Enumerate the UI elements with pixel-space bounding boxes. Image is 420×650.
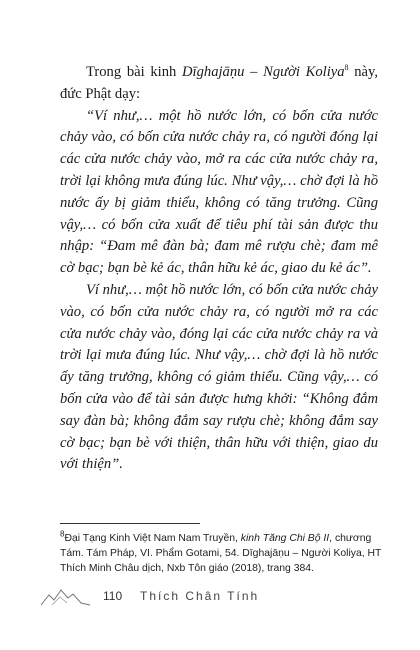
- intro-after: này, đức Phật dạy:: [60, 64, 379, 102]
- page-number: 110: [103, 589, 123, 603]
- footnote-text-after: , chương Tám. Tám Pháp, VI. Phẩm Gotami, 54. Dīghajāṇu – Người Koliya, HT Thích Minh Châu dịch, Nxb Tôn giáo (2018), trang 384.: [60, 533, 382, 574]
- mountain-icon: [40, 586, 100, 608]
- intro-paragraph: [60, 62, 378, 106]
- quote-text-1: “Ví như,… một hồ nước lớn, có bốn cửa nước chảy vào, có bốn cửa nước chảy ra, có người đóng lại các cửa nước chảy vào, mở ra các cửa nước chảy ra, trời lại không mưa đúng lúc. Như vậy,… chờ đợi là hồ nước ấy bị giảm thiểu, không có tăng trưởng. Cũng vậy,… có bốn cửa xuất để tiêu phí tài sản được thu nhập: “Đam mê đàn bà; đam mê rượu chè; đam mê cờ bạc; bạn bè kẻ ác, thân hữu kẻ ác, giao du kẻ ác”.: [60, 107, 378, 277]
- running-author: Thích Chân Tính: [140, 589, 260, 603]
- quote-paragraph-2: [60, 280, 378, 476]
- footnote: [60, 531, 382, 576]
- footnote-text-before: Đại Tạng Kinh Việt Nam Nam Truyền,: [64, 533, 241, 544]
- intro-before: Trong bài kinh: [86, 64, 182, 80]
- footnote-divider: [60, 523, 200, 524]
- footnote-text-italic: kinh Tăng Chi Bộ II: [240, 533, 330, 544]
- main-text: [60, 62, 378, 476]
- quote-text-2: Ví như,… một hồ nước lớn, có bốn cửa nước chảy vào, có bốn cửa nước chảy ra, có người mở ra các cửa nước chảy vào, đóng lại các cửa nước chảy ra và trời lại mưa đúng lúc. Như vậy,… chờ đợi là hồ nước ấy tăng trưởng, không có giảm thiểu. Cũng vậy,… có bốn cửa vào để tài sản được hưng khởi: “Không đắm say đàn bà; không đắm say rượu chè; không đắm say cờ bạc; bạn bè với thiện, thân hữu với thiện, giao du với thiện”.: [60, 281, 378, 473]
- footnote-reference: 8: [344, 63, 349, 73]
- footnote-mark: 8: [60, 529, 65, 539]
- page-footer: [40, 586, 400, 606]
- quote-paragraph-1: [60, 106, 378, 280]
- sutta-name: Dīghajāṇu – Người Koliya: [182, 64, 345, 80]
